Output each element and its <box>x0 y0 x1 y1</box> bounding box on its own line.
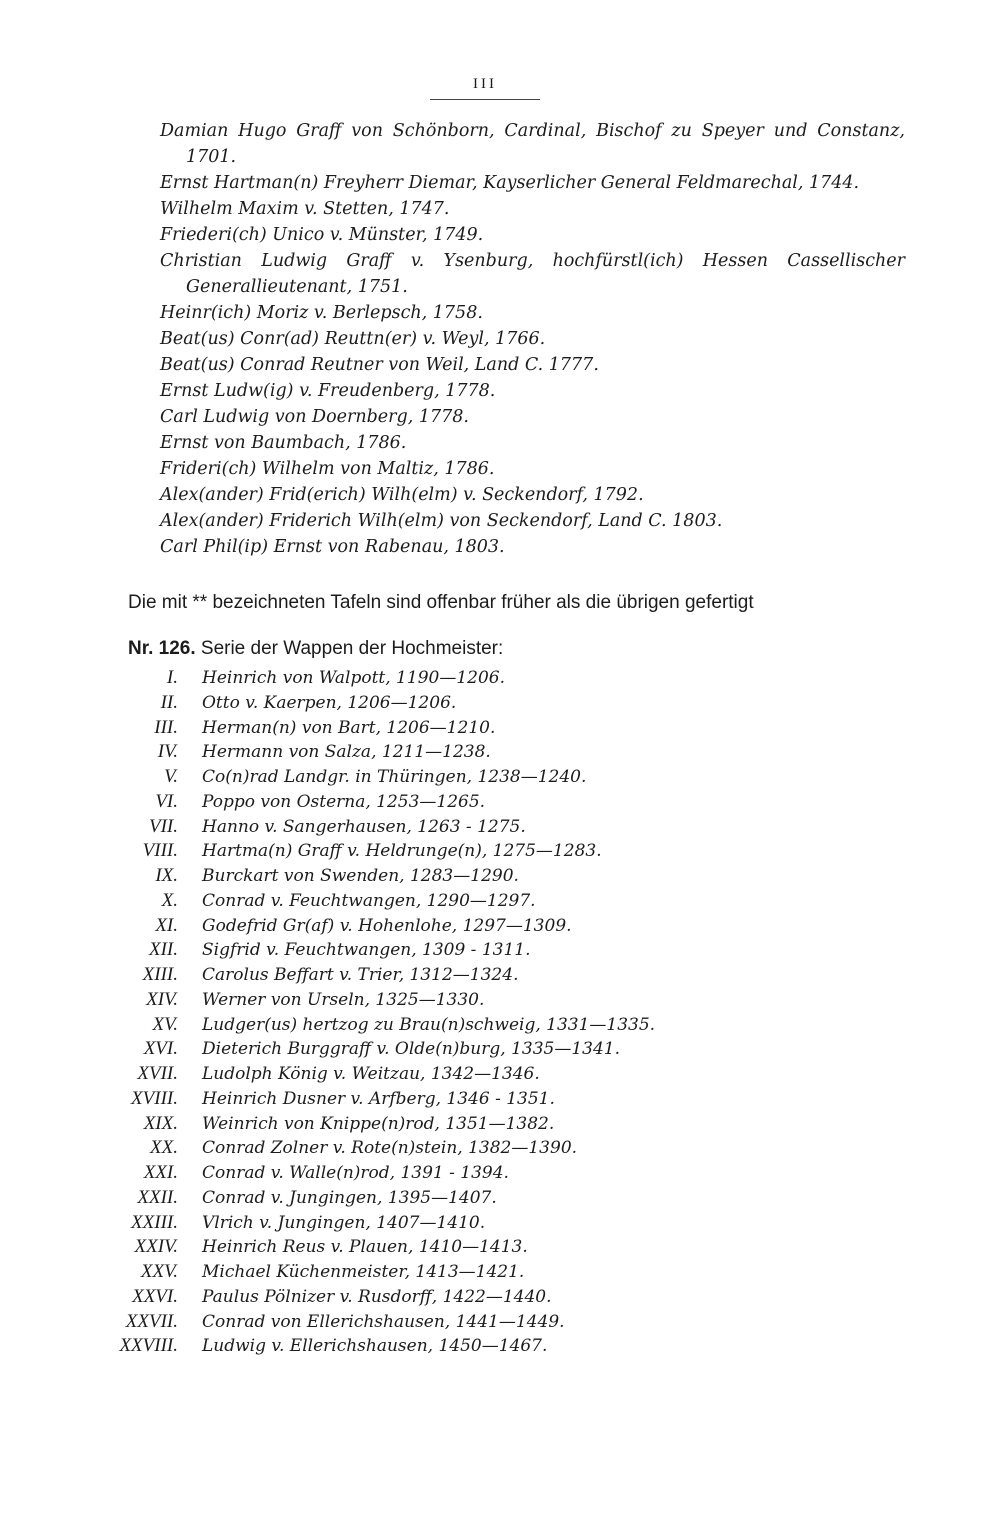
master-name: Heinrich Reus v. Plauen, 1410—1413. <box>202 1237 528 1258</box>
roman-numeral: XXVII. <box>125 1310 178 1332</box>
master-name: Carolus Beffart v. Trier, 1312—1324. <box>202 965 519 985</box>
page-number: III <box>473 76 497 92</box>
roman-numeral: XXII. <box>137 1186 178 1208</box>
roman-numeral: VII. <box>148 815 178 837</box>
master-name: Ludwig v. Ellerichshausen, 1450—1467. <box>202 1336 548 1357</box>
master-row <box>80 691 920 716</box>
roman-numeral: V. <box>164 766 178 787</box>
master-row <box>80 1087 920 1112</box>
master-name: Vlrich v. Jungingen, 1407—1410. <box>202 1212 486 1233</box>
roman-numeral: X. <box>161 889 178 911</box>
name-entry: Ernst von Baumbach, 1786. <box>160 433 407 453</box>
roman-numeral: IX. <box>155 865 178 886</box>
master-row <box>80 1211 920 1236</box>
roman-numeral: XX. <box>150 1137 178 1159</box>
name-entry: Alex(ander) Frid(erich) Wilh(elm) v. Seckendorf, 1792. <box>160 485 644 505</box>
name-entry: Ernst Ludw(ig) v. Freudenberg, 1778. <box>160 381 496 401</box>
master-name: Michael Küchenmeister, 1413—1421. <box>202 1262 525 1282</box>
master-name: Werner von Urseln, 1325—1330. <box>202 989 485 1010</box>
master-name: Burckart von Swenden, 1283—1290. <box>202 866 519 886</box>
master-name: Conrad Zolner v. Rote(n)stein, 1382—1390. <box>202 1138 578 1159</box>
master-row <box>80 1037 920 1062</box>
master-row <box>80 1260 920 1285</box>
master-row <box>80 1112 920 1137</box>
roman-numeral: XVI. <box>143 1038 178 1060</box>
header-rule <box>430 99 540 100</box>
master-row <box>80 790 920 815</box>
master-row <box>80 1235 920 1260</box>
master-row <box>80 1013 920 1038</box>
master-row <box>80 740 920 765</box>
roman-numeral: II. <box>160 691 178 713</box>
master-name: Godefrid Gr(af) v. Hohenlohe, 1297—1309. <box>202 915 572 936</box>
name-entry: Ernst Hartman(n) Freyherr Diemar, Kayserlicher General Feldmarechal, 1744. <box>160 173 860 193</box>
master-name: Herman(n) von Bart, 1206—1210. <box>202 717 496 738</box>
master-name: Ludolph König v. Weitzau, 1342—1346. <box>202 1064 540 1084</box>
roman-numeral: XV. <box>152 1013 178 1035</box>
name-list <box>160 118 905 560</box>
name-entry: Carl Ludwig von Doernberg, 1778. <box>160 407 469 427</box>
name-entry: Damian Hugo Graff von Schönborn, Cardinal, Bischof zu Speyer und Constanz, 1701. <box>160 121 905 167</box>
master-row <box>80 1161 920 1186</box>
master-row <box>80 864 920 889</box>
master-name: Conrad v. Feuchtwangen, 1290—1297. <box>202 890 536 911</box>
name-entry: Carl Phil(ip) Ernst von Rabenau, 1803. <box>160 537 505 557</box>
master-name: Weinrich von Knippe(n)rod, 1351—1382. <box>202 1113 555 1134</box>
name-entry: Alex(ander) Friderich Wilh(elm) von Seckendorf, Land C. 1803. <box>160 511 723 531</box>
master-row <box>80 839 920 864</box>
master-name: Otto v. Kaerpen, 1206—1206. <box>202 692 457 713</box>
grand-masters-list <box>80 666 920 1359</box>
master-row <box>80 1334 920 1359</box>
name-entry: Christian Ludwig Graff v. Ysenburg, hochfürstl(ich) Hessen Cassellischer Generallieutenant, 1751. <box>160 251 905 297</box>
roman-numeral: XXIV. <box>134 1236 178 1258</box>
roman-numeral: XIII. <box>142 964 178 985</box>
name-entry: Beat(us) Conrad Reutner von Weil, Land C. 1777. <box>160 355 599 375</box>
master-name: Hanno v. Sangerhausen, 1263 - 1275. <box>202 816 526 837</box>
master-row <box>80 988 920 1013</box>
roman-numeral: XXV. <box>140 1261 178 1282</box>
master-row <box>80 666 920 691</box>
name-entry: Frideri(ch) Wilhelm von Maltiz, 1786. <box>160 459 495 479</box>
master-name: Hartma(n) Graff v. Heldrunge(n), 1275—1283. <box>202 841 602 862</box>
roman-numeral: XVIII. <box>131 1087 178 1109</box>
roman-numeral: VI. <box>155 790 178 812</box>
roman-numeral: XXVI. <box>132 1285 178 1307</box>
entry-heading <box>128 636 908 662</box>
entry-title: Serie der Wappen der Hochmeister: <box>200 638 504 659</box>
roman-numeral: XXVIII. <box>119 1335 178 1357</box>
master-row <box>80 1062 920 1087</box>
master-row <box>80 1186 920 1211</box>
master-row <box>80 938 920 963</box>
name-entry: Heinr(ich) Moriz v. Berlepsch, 1758. <box>160 303 483 323</box>
master-row <box>80 914 920 939</box>
roman-numeral: XII. <box>148 939 178 961</box>
master-name: Hermann von Salza, 1211—1238. <box>202 742 491 763</box>
master-name: Poppo von Osterna, 1253—1265. <box>202 791 486 812</box>
name-entry: Friederi(ch) Unico v. Münster, 1749. <box>160 225 484 245</box>
master-name: Dieterich Burggraff v. Olde(n)burg, 1335—1341. <box>202 1039 621 1060</box>
master-name: Conrad von Ellerichshausen, 1441—1449. <box>202 1311 565 1332</box>
name-entry: Beat(us) Conr(ad) Reuttn(er) v. Weyl, 1766. <box>160 329 546 349</box>
master-name: Ludger(us) hertzog zu Brau(n)schweig, 1331—1335. <box>202 1014 656 1035</box>
roman-numeral: IV. <box>157 741 178 763</box>
master-name: Sigfrid v. Feuchtwangen, 1309 - 1311. <box>202 940 531 961</box>
master-row <box>80 963 920 988</box>
footnote-text: Die mit ** bezeichneten Tafeln sind offenbar früher als die übrigen gefertigt <box>128 592 754 613</box>
roman-numeral: XXI. <box>143 1162 178 1183</box>
roman-numeral: XIX. <box>143 1112 178 1134</box>
roman-numeral: XIV. <box>146 988 178 1010</box>
master-row <box>80 1285 920 1310</box>
master-row <box>80 765 920 790</box>
master-name: Heinrich Dusner v. Arfberg, 1346 - 1351. <box>202 1088 555 1109</box>
roman-numeral: XVII. <box>137 1063 178 1084</box>
master-name: Paulus Pölnizer v. Rusdorff, 1422—1440. <box>202 1286 552 1307</box>
master-row <box>80 889 920 914</box>
roman-numeral: I. <box>166 667 178 688</box>
master-row <box>80 1310 920 1335</box>
master-row <box>80 716 920 741</box>
master-row <box>80 815 920 840</box>
roman-numeral: XI. <box>155 914 178 936</box>
entry-number: Nr. 126. <box>128 638 196 659</box>
master-name: Co(n)rad Landgr. in Thüringen, 1238—1240. <box>202 767 587 787</box>
roman-numeral: VIII. <box>142 840 178 862</box>
master-name: Heinrich von Walpott, 1190—1206. <box>202 668 505 688</box>
roman-numeral: XXIII. <box>131 1211 178 1233</box>
name-entry: Wilhelm Maxim v. Stetten, 1747. <box>160 199 450 219</box>
master-name: Conrad v. Jungingen, 1395—1407. <box>202 1187 497 1208</box>
master-name: Conrad v. Walle(n)rod, 1391 - 1394. <box>202 1163 509 1183</box>
master-row <box>80 1136 920 1161</box>
roman-numeral: III. <box>154 716 178 738</box>
